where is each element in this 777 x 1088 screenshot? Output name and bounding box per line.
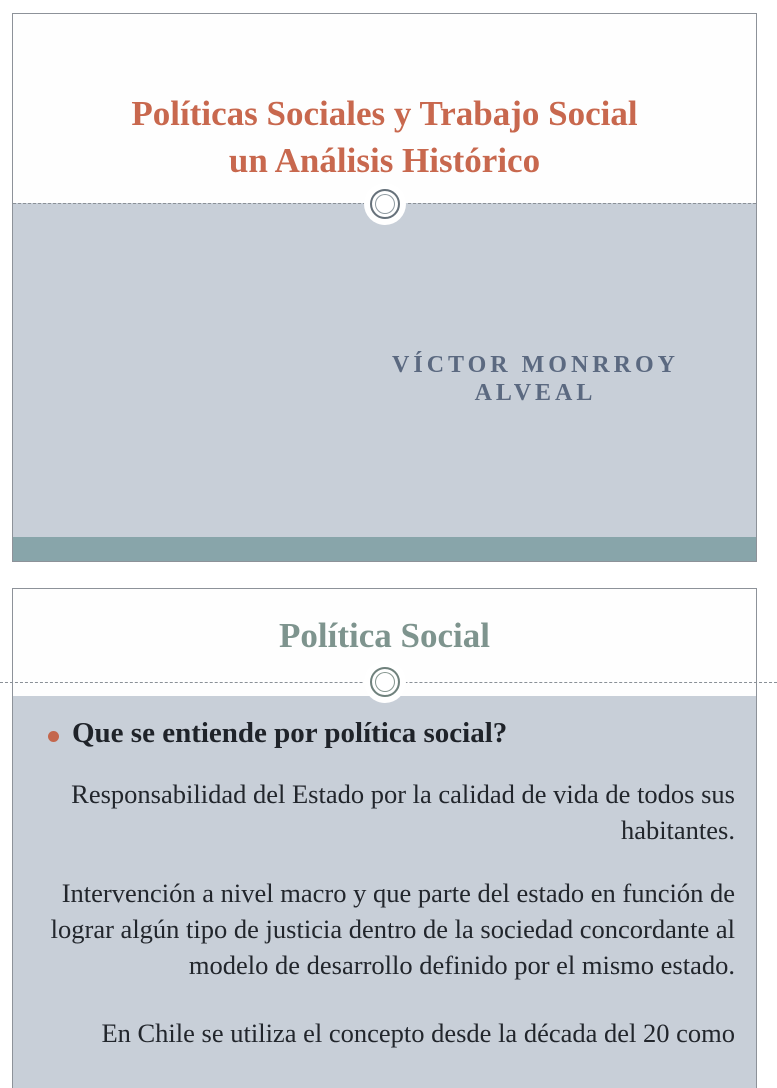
- author-name: [308, 351, 763, 408]
- divider-circle-ornament-icon: [370, 667, 400, 697]
- slide-2-title: Política Social: [279, 616, 490, 655]
- author-name-line-1: VÍCTOR MONRROY: [392, 352, 679, 378]
- bullet-item: [41, 696, 735, 750]
- slide-2-body: [13, 696, 756, 1088]
- paragraph-intervencion: Intervención a nivel macro y que parte del estado en función de lograr algún tipo de justicia dentro de la sociedad concordante al modelo de desarrollo definido por el mismo estado.: [50, 877, 735, 981]
- divider-circle-ornament-icon: [370, 189, 400, 219]
- bullet-dot-icon: [48, 731, 59, 742]
- slide-2: [12, 588, 757, 1088]
- bullet-heading: Que se entiende por política social?: [72, 717, 508, 749]
- slide-1-title: [131, 90, 637, 203]
- slide-1-title-line-2: un Análisis Histórico: [228, 141, 541, 181]
- slide-1-body: [13, 203, 756, 537]
- slide-1-footer-bar: [13, 537, 756, 561]
- slide-1: [12, 13, 757, 562]
- author-name-line-2: ALVEAL: [474, 380, 597, 407]
- paragraph-chile-partial: En Chile se utiliza el concepto desde la década del 20 como: [101, 1018, 735, 1049]
- slide-1-header: [13, 14, 756, 203]
- slide-1-title-line-1: Políticas Sociales y Trabajo Social: [131, 93, 638, 133]
- paragraph-responsabilidad: Responsabilidad del Estado por la calidad de vida de todos sus habitantes.: [71, 779, 735, 846]
